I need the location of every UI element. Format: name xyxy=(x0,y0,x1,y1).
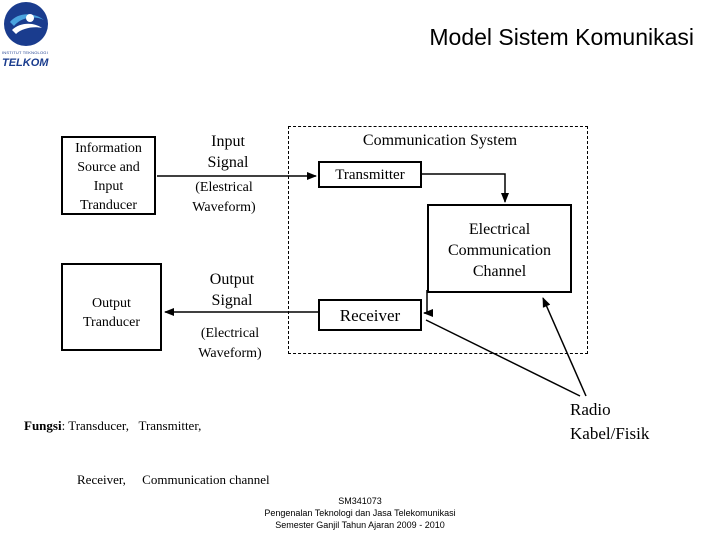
source-line: Input xyxy=(93,179,124,194)
input-waveform-line: Waveform) xyxy=(192,200,256,215)
output-box-line: Output xyxy=(92,296,131,311)
media-line: Radio xyxy=(570,400,611,419)
transmitter-label: Transmitter xyxy=(335,167,405,183)
footer-course-name: Pengenalan Teknologi dan Jasa Telekomunikasi xyxy=(264,508,456,518)
page-title: Model Sistem Komunikasi xyxy=(429,24,694,50)
media-line: Kabel/Fisik xyxy=(570,424,650,443)
output-signal-line: Signal xyxy=(211,292,253,309)
receiver-label: Receiver xyxy=(339,306,401,325)
output-box-line: Tranducer xyxy=(82,315,141,330)
logo-brand-text: TELKOM xyxy=(2,57,49,69)
transmitter-to-channel-arrow xyxy=(422,174,505,202)
footer-semester: Semester Ganjil Tahun Ajaran 2009 - 2010 xyxy=(275,520,445,530)
channel-to-receiver-arrow xyxy=(424,290,427,313)
output-signal-line: Output xyxy=(209,271,255,288)
logo-institute-text: INSTITUT TEKNOLOGI xyxy=(2,50,48,55)
communication-system-label: Communication System xyxy=(362,132,518,149)
source-line: Information xyxy=(75,141,142,156)
source-line: Tranducer xyxy=(79,198,138,213)
channel-line: Communication xyxy=(447,242,552,259)
source-line: Source and xyxy=(77,160,140,175)
output-waveform-line: Waveform) xyxy=(198,346,262,361)
fungsi-line2: Receiver, Communication channel xyxy=(77,472,270,487)
input-waveform-line: (Elestrical xyxy=(195,180,253,195)
fungsi-line1: : Transducer, Transmitter, xyxy=(61,418,202,433)
fungsi-label: Fungsi xyxy=(24,418,62,433)
channel-line: Channel xyxy=(472,263,527,280)
output-waveform-line: (Electrical xyxy=(200,326,260,341)
input-signal-line: Signal xyxy=(207,154,249,171)
channel-line: Electrical xyxy=(468,221,531,238)
footer-course-code: SM341073 xyxy=(338,496,382,506)
input-signal-line: Input xyxy=(211,133,245,150)
